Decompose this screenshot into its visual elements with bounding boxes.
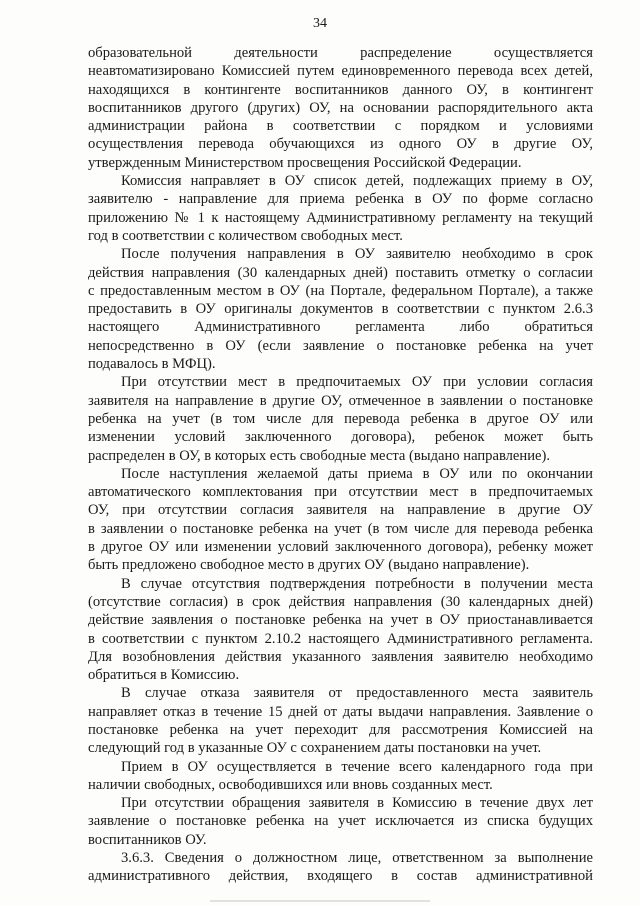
paragraph	[88, 794, 593, 849]
paragraph	[88, 684, 593, 757]
text-line: автоматического комплектования при отсутствии мест в предпочитаемых	[88, 484, 593, 501]
text-line: (отсутствие согласия) в срок действия направления (30 календарных дней)	[88, 593, 593, 610]
paragraph	[88, 44, 593, 172]
text-line: При отсутствии обращения заявителя в Комиссию в течение двух лет	[121, 795, 593, 812]
text-line: приложению № 1 к настоящему Административному регламенту на текущий	[88, 209, 593, 226]
text-line: постановке ребенка на учет переходит для рассмотрения Комиссией на	[88, 721, 593, 738]
text-line: Комиссия направляет в ОУ список детей, подлежащих приему в ОУ,	[121, 173, 593, 190]
document-body	[88, 44, 593, 886]
text-line: заявителя на направление в другие ОУ, отмеченное в заявлении о постановке	[88, 392, 593, 409]
text-line: При отсутствии мест в предпочитаемых ОУ при условии согласия	[121, 374, 593, 391]
text-line: быть предложено свободное место в других ОУ (выдано направление).	[88, 557, 530, 574]
text-line: ребенка на учет (в том числе для перевода ребенка в другое ОУ или	[88, 410, 593, 427]
text-line: предоставить в ОУ оригиналы документов в соответствии с пунктом 2.6.3	[88, 301, 593, 318]
scan-edge-mark	[210, 900, 430, 902]
text-line: После получения направления в ОУ заявителю необходимо в срок	[121, 246, 593, 263]
text-line: администрации района в соответствии с порядком и условиями	[88, 118, 593, 135]
text-line: направляет отказ в течение 15 дней от даты выдачи направления. Заявление о	[88, 703, 593, 720]
text-line: в соответствии с пунктом 2.10.2 настоящего Административного регламента.	[88, 630, 593, 647]
text-line: заявителю - направление для приема ребенка в ОУ по форме согласно	[88, 191, 593, 208]
text-line: осуществления перевода обучающихся из одного ОУ в другие ОУ,	[88, 136, 593, 153]
paragraph	[88, 849, 593, 886]
text-line: в заявлении о постановке ребенка на учет (в том числе для перевода ребенка	[88, 520, 593, 537]
text-line: год в соответствии с количеством свободных мест.	[88, 227, 403, 244]
text-line: находящихся в контингенте воспитанников данного ОУ, в контингент	[88, 81, 593, 98]
text-line: В случае отсутствия подтверждения потребности в получении места	[121, 575, 593, 592]
text-line: в другое ОУ или изменении условий заключенного договора), ребенку может	[88, 539, 593, 556]
text-line: В случае отказа заявителя от предоставленного места заявитель	[121, 685, 593, 702]
paragraph	[88, 373, 593, 464]
page-number: 34	[313, 16, 327, 31]
text-line: воспитанников другого (других) ОУ, на основании распорядительного акта	[88, 99, 593, 116]
text-line: административного действия, входящего в состав административной	[88, 868, 593, 885]
text-line: 3.6.3. Сведения о должностном лице, ответственном за выполнение	[121, 850, 593, 867]
text-line: После наступления желаемой даты приема в ОУ или по окончании	[121, 465, 593, 482]
text-line: действия направления (30 календарных дней) поставить отметку о согласии	[88, 264, 593, 281]
text-line: подавалось в МФЦ).	[88, 356, 216, 373]
text-line: Для возобновления действия указанного заявления заявителю необходимо	[88, 648, 593, 665]
text-line: неавтоматизировано Комиссией путем единовременного перевода всех детей,	[88, 63, 593, 80]
text-line: настоящего Административного регламента либо обратиться	[88, 319, 593, 336]
paragraph	[88, 245, 593, 373]
text-line: непосредственно в ОУ (если заявление о постановке ребенка на учет	[88, 337, 593, 354]
text-line: утвержденным Министерством просвещения Российской Федерации.	[88, 154, 522, 171]
text-line: действие заявления о постановке ребенка на учет в ОУ приостанавливается	[88, 612, 593, 629]
text-line: обратиться в Комиссию.	[88, 667, 240, 684]
text-line: изменении условий заключенного договора), ребенок может быть	[88, 429, 593, 446]
text-line: заявление о постановке ребенка на учет исключается из списка будущих	[88, 813, 593, 830]
paragraph	[88, 465, 593, 575]
text-line: с предоставленным местом в ОУ (на Портале, федеральном Портале), а также	[88, 282, 593, 299]
text-line: Прием в ОУ осуществляется в течение всего календарного года при	[121, 758, 593, 775]
paragraph	[88, 172, 593, 245]
text-line: образовательной деятельности распределение осуществляется	[88, 45, 593, 61]
text-line: распределен в ОУ, в которых есть свободные места (выдано направление).	[88, 447, 551, 464]
text-line: следующий год в указанные ОУ с сохранением даты постановки на учет.	[88, 740, 542, 757]
text-line: наличии свободных, освободившихся или вновь созданных мест.	[88, 776, 493, 793]
text-line: воспитанников ОУ.	[88, 831, 207, 848]
paragraph	[88, 575, 593, 685]
paragraph	[88, 758, 593, 795]
text-line: ОУ, при отсутствии согласия заявителя на направление в другие ОУ	[88, 502, 593, 519]
